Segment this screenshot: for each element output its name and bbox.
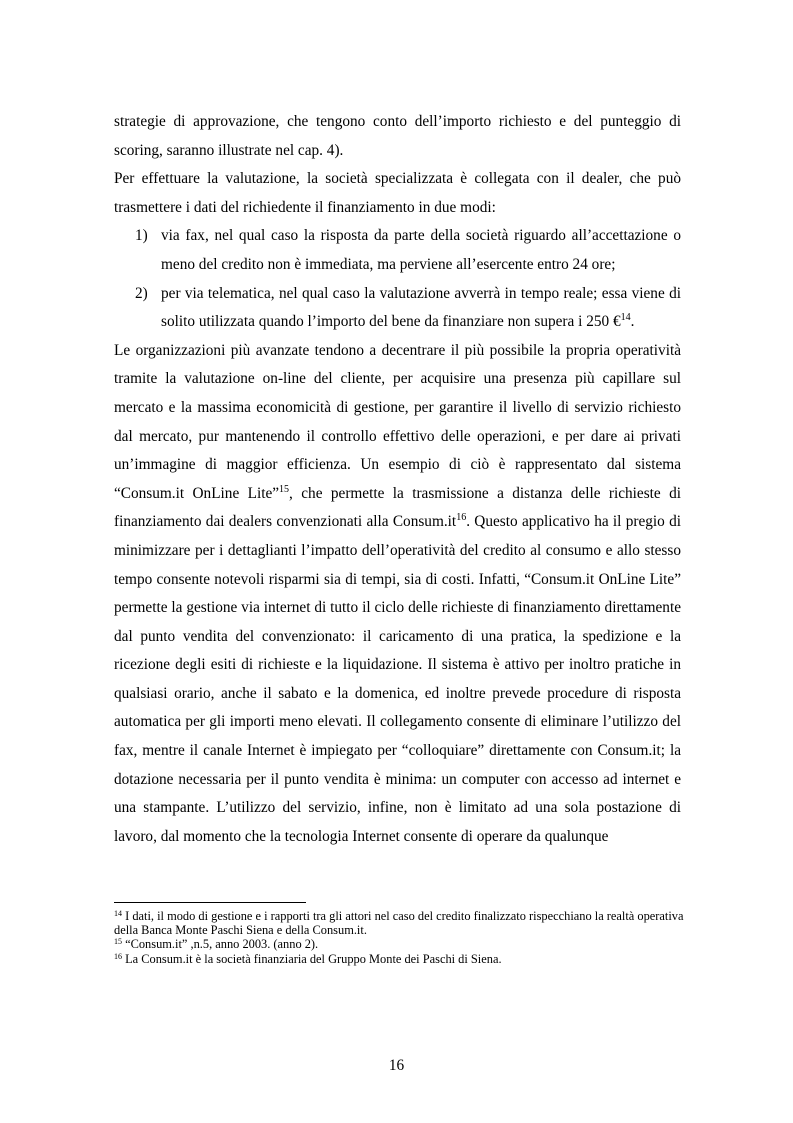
transmission-modes-list: [114, 222, 681, 336]
list-item: [114, 222, 681, 279]
footnote-text: La Consum.it è la società finanziaria del Gruppo Monte dei Paschi di Siena.: [122, 951, 502, 966]
paragraph-2: Per effettuare la valutazione, la società specializzata è collegata con il dealer, che può trasmettere i dati del richiedente il finanziamento in due modi:: [114, 170, 681, 216]
footnote-number: 16: [114, 951, 122, 961]
footnote-ref-14: 14: [620, 312, 631, 324]
paragraph-3-part-c: . Questo applicativo ha il pregio di minimizzare per i dettaglianti l’impatto dell’operatività del credito al consumo e allo stesso tempo consente notevoli risparmi sia di tempi, sia di costi. Infatti, “Consum.it OnLine Lite” permette la gestione via internet di tutto il ciclo delle richieste di finanziamento direttamente dal punto vendita del convenzionato: il caricamento di una pratica, la spedizione e la ricezione degli esiti di richieste e la liquidazione. Il sistema è attivo per inoltro pratiche in qualsiasi orario, anche il sabato e la domenica, ed inoltre prevede procedure di risposta automatica per gli importi meno elevati. Il collegamento consente di eliminare l’utilizzo del fax, mentre il canale Internet è impiegato per “colloquiare” direttamente con Consum.it; la dotazione necessaria per il punto vendita è minima: un computer con accesso ad internet e una stampante. L’utilizzo del servizio, infine, non è limitato ad una sola postazione di lavoro, dal momento che la tecnologia Internet consente di operare da qualunque: [114, 513, 681, 845]
paragraph-3: [114, 337, 681, 852]
list-item-text: per via telematica, nel qual caso la valutazione avverrà in tempo reale; essa viene di solito utilizzata quando l’importo del bene da finanziare non supera i 250 €: [161, 284, 681, 331]
footnote-text: I dati, il modo di gestione e i rapporti tra gli attori nel caso del credito finalizzato rispecchiano la realtà operativa della Banca Monte Paschi Siena e della Consum.it.: [114, 909, 684, 938]
footnote-number: 14: [114, 909, 122, 918]
footnote-number: 15: [114, 937, 122, 947]
footnote-16: [114, 952, 684, 966]
footnote-divider: [114, 902, 306, 903]
list-item: [114, 280, 681, 337]
paragraph-3-part-a: Le organizzazioni più avanzate tendono a decentrare il più possibile la propria operatività tramite la valutazione on-line del cliente, per acquisire una presenza più capillare sul mercato e la massima economicità di gestione, per garantire il livello di servizio richiesto dal mercato, pur mantenendo il controllo effettivo delle operazioni, e per dare ai privati un’immagine di maggior efficienza. Un esempio di ciò è rappresentato dal sistema “Consum.it OnLine Lite”: [114, 341, 681, 502]
footnote-text: “Consum.it” ,n.5, anno 2003. (anno 2).: [122, 937, 319, 952]
list-item-text: via fax, nel qual caso la risposta da parte della società riguardo all’accettazione o meno del credito non è immediata, ma perviene all’esercente entro 24 ore;: [161, 227, 681, 273]
list-item-end: .: [630, 313, 635, 331]
page-body: [114, 108, 681, 851]
paragraph-3-part-b: , che permette la trasmissione a distanza delle richieste di finanziamento dai dealers convenzionati alla Consum.it: [114, 484, 681, 531]
page-number: 16: [388, 1057, 405, 1074]
footnote-ref-16: 16: [456, 512, 467, 524]
list-item-number: 2): [135, 284, 148, 302]
footnote-15: [114, 937, 684, 951]
footnote-14: [114, 909, 684, 937]
footnotes: [114, 909, 684, 966]
footnote-ref-15: 15: [279, 483, 290, 495]
paragraph-1: strategie di approvazione, che tengono conto dell’importo richiesto e del punteggio di scoring, saranno illustrate nel cap. 4).: [114, 113, 681, 159]
list-item-number: 1): [135, 227, 148, 245]
